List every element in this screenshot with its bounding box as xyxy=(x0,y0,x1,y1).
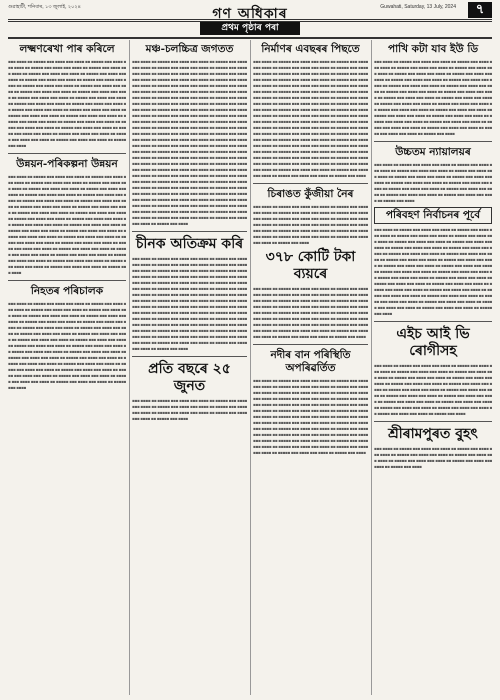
headline: উচ্চতম ন্যায়ালয়ৰ xyxy=(395,146,471,158)
article-body: ▪▪▪ ▪▪▪▪ ▪▪ ▪▪▪▪▪ ▪▪▪ ▪▪▪▪ ▪▪▪ ▪▪▪▪ ▪▪ ▪▪▪▪▪ ▪▪▪ ▪▪▪▪ ▪▪▪ ▪▪▪▪ ▪▪ ▪▪▪▪▪ ▪▪▪ ▪▪▪▪ ▪▪▪ ▪▪▪▪ ▪▪ ▪▪▪▪▪ ▪▪▪ ▪▪▪▪ ▪▪▪ ▪▪▪▪ ▪▪ ▪▪▪▪▪ ▪▪▪ ▪▪▪▪ ▪▪▪ ▪▪▪▪ ▪▪ ▪▪▪▪▪ ▪▪▪ ▪▪▪▪ ▪▪▪ ▪▪▪▪ ▪▪ ▪▪▪▪▪ ▪▪▪ ▪▪▪▪ ▪▪▪ ▪▪▪▪ ▪▪ ▪▪▪▪▪ ▪▪▪ ▪▪▪▪ ▪▪▪ ▪▪▪▪ ▪▪ ▪▪▪▪▪ ▪▪▪ ▪▪▪▪ ▪▪▪ ▪▪▪▪ ▪▪ ▪▪▪▪▪ ▪▪▪ ▪▪▪▪ ▪▪▪ ▪▪▪▪ ▪▪ ▪▪▪▪▪ ▪▪▪ ▪▪▪▪ ▪▪▪ ▪▪▪▪ ▪▪ ▪▪▪▪▪ ▪▪▪ ▪▪▪▪ ▪▪▪ ▪▪▪▪ ▪▪ ▪▪▪▪▪ ▪▪▪ ▪▪▪▪ ▪▪▪ ▪▪▪▪ ▪▪ ▪▪▪▪▪ ▪▪▪ ▪▪▪▪ ▪▪▪ ▪▪▪▪ ▪▪ ▪▪▪▪▪ ▪▪▪ ▪▪▪▪ ▪▪▪ ▪▪▪▪ ▪▪ ▪▪▪▪▪ ▪▪▪ ▪▪▪▪ ▪▪▪ ▪▪▪▪ ▪▪ ▪▪▪▪▪ ▪▪▪ ▪▪▪▪ ▪▪▪ ▪▪▪▪ ▪▪ ▪▪▪▪▪ ▪▪▪ ▪▪▪▪ ▪▪▪ ▪▪▪▪ ▪▪ ▪▪▪▪▪ ▪▪▪ ▪▪▪▪ ▪▪▪ ▪▪▪▪ ▪▪ ▪▪▪▪▪ ▪▪▪ ▪▪▪▪ ▪▪▪ ▪▪▪▪ ▪▪ ▪▪▪▪▪ ▪▪▪ ▪▪▪▪ ▪▪▪ ▪▪▪▪ ▪▪ ▪▪▪▪▪ ▪▪▪ ▪▪▪▪ ▪▪▪ ▪▪▪▪ ▪▪ ▪▪▪▪▪ ▪▪▪ ▪▪▪▪ ▪▪▪ ▪▪▪▪ ▪▪ ▪▪▪▪▪ ▪▪▪ ▪▪▪▪ ▪▪▪ ▪▪▪▪ ▪▪ ▪▪▪▪▪ ▪▪▪ ▪▪▪▪ ▪▪▪ ▪▪▪▪ ▪▪ ▪▪▪▪▪ ▪▪▪ ▪▪▪▪ ▪▪▪ ▪▪▪▪ ▪▪ ▪▪▪▪▪ ▪▪▪ ▪▪▪▪ ▪▪▪ ▪▪▪▪ ▪▪ ▪▪▪▪▪ ▪▪▪ ▪▪▪▪ ▪▪▪ ▪▪▪▪ ▪▪ ▪▪▪▪▪ ▪▪▪ ▪▪▪▪ ▪▪▪ ▪▪▪▪ ▪▪ ▪▪▪▪▪ ▪▪▪ ▪▪▪▪ ▪▪▪ ▪▪▪▪ ▪▪ ▪▪▪▪▪ ▪▪▪ ▪▪▪▪ ▪▪▪ ▪▪▪▪ ▪▪ ▪▪▪▪▪ ▪▪▪ ▪▪▪▪ ▪▪▪ ▪▪▪▪ ▪▪ ▪▪▪▪▪ ▪▪▪ ▪▪▪▪ ▪▪▪ ▪▪▪▪ ▪▪ ▪▪▪▪▪ ▪▪▪ ▪▪▪▪ ▪▪▪ ▪▪▪▪ ▪▪ ▪▪▪▪▪ ▪▪▪ ▪▪▪▪ ▪▪▪ ▪▪▪▪ ▪▪ ▪▪▪▪▪ ▪▪▪ ▪▪▪▪ ▪▪▪ ▪▪▪▪ ▪▪ ▪▪▪▪▪ ▪▪▪ ▪▪▪▪ ▪▪▪ ▪▪▪▪ ▪▪ ▪▪▪▪▪ ▪▪▪ ▪▪▪▪ ▪▪▪ ▪▪▪▪ ▪▪ ▪▪▪▪▪ ▪▪▪ ▪▪▪▪ ▪▪▪ ▪▪▪▪ ▪▪ ▪▪▪▪▪ ▪▪▪ ▪▪▪▪ ▪▪▪ ▪▪▪▪ ▪▪ ▪▪▪▪▪ ▪▪▪ ▪▪▪▪ ▪▪▪ ▪▪▪▪ ▪▪ ▪▪▪▪▪ ▪▪▪ ▪▪▪▪ ▪▪▪ ▪▪▪▪ ▪▪ ▪▪▪▪▪ ▪▪▪ ▪▪▪▪ ▪▪▪ ▪▪▪▪ ▪▪ ▪▪▪▪▪ ▪▪▪ ▪▪▪▪ ▪▪▪ ▪▪▪▪ ▪▪ ▪▪▪▪▪ ▪▪▪ ▪▪▪▪ ▪▪▪ ▪▪▪▪ ▪▪ ▪▪▪▪▪ ▪▪▪ ▪▪▪▪ ▪▪▪ ▪▪▪▪ ▪▪ ▪▪▪▪▪ ▪▪▪ ▪▪▪▪ ▪▪▪ ▪▪▪▪ ▪▪ ▪▪▪▪▪ ▪▪▪ ▪▪▪▪ ▪▪▪ ▪▪▪▪ ▪▪ ▪▪▪▪▪ ▪▪▪ ▪▪▪▪ ▪▪▪ ▪▪▪▪ ▪▪ ▪▪▪▪▪ ▪▪▪ ▪▪▪▪ ▪▪▪ ▪▪▪▪ ▪▪ ▪▪▪▪▪ ▪▪▪ ▪▪▪▪ ▪▪▪ ▪▪▪▪ ▪▪ ▪▪▪▪▪ ▪▪▪ ▪▪▪▪ ▪▪▪ ▪▪▪▪ ▪▪ ▪▪▪▪▪ ▪▪▪ ▪▪▪▪ ▪▪▪ ▪▪▪▪ ▪▪ ▪▪▪▪▪ ▪▪▪ ▪▪▪▪ ▪▪▪ ▪▪▪▪ ▪▪ ▪▪▪▪▪ ▪▪▪ ▪▪▪▪ xyxy=(132,59,247,226)
headline: শ্ৰীৰামপুৰত বুহৎ xyxy=(388,426,478,442)
article-body: ▪▪▪ ▪▪▪▪ ▪▪ ▪▪▪▪▪ ▪▪▪ ▪▪▪▪ ▪▪▪ ▪▪▪▪ ▪▪ ▪▪▪▪▪ ▪▪▪ ▪▪▪▪ ▪▪▪ ▪▪▪▪ ▪▪ ▪▪▪▪▪ ▪▪▪ ▪▪▪▪ ▪▪▪ ▪▪▪▪ ▪▪ ▪▪▪▪▪ ▪▪▪ ▪▪▪▪ ▪▪▪ ▪▪▪▪ ▪▪ ▪▪▪▪▪ ▪▪▪ ▪▪▪▪ ▪▪▪ ▪▪▪▪ ▪▪ ▪▪▪▪▪ ▪▪▪ ▪▪▪▪ ▪▪▪ ▪▪▪▪ ▪▪ ▪▪▪▪▪ ▪▪▪ ▪▪▪▪ ▪▪▪ ▪▪▪▪ ▪▪ ▪▪▪▪▪ ▪▪▪ ▪▪▪▪ ▪▪▪ ▪▪▪▪ ▪▪ ▪▪▪▪▪ ▪▪▪ ▪▪▪▪ ▪▪▪ ▪▪▪▪ ▪▪ ▪▪▪▪▪ ▪▪▪ ▪▪▪▪ ▪▪▪ ▪▪▪▪ ▪▪ ▪▪▪▪▪ ▪▪▪ ▪▪▪▪ ▪▪▪ ▪▪▪▪ ▪▪ ▪▪▪▪▪ ▪▪▪ ▪▪▪▪ ▪▪▪ ▪▪▪▪ ▪▪ ▪▪▪▪▪ ▪▪▪ ▪▪▪▪ xyxy=(253,204,368,245)
article-body: ▪▪▪ ▪▪▪▪ ▪▪ ▪▪▪▪▪ ▪▪▪ ▪▪▪▪ ▪▪▪ ▪▪▪▪ ▪▪ ▪▪▪▪▪ ▪▪▪ ▪▪▪▪ ▪▪▪ ▪▪▪▪ ▪▪ ▪▪▪▪▪ ▪▪▪ ▪▪▪▪ ▪▪▪ ▪▪▪▪ ▪▪ ▪▪▪▪▪ ▪▪▪ ▪▪▪▪ ▪▪▪ ▪▪▪▪ ▪▪ ▪▪▪▪▪ ▪▪▪ ▪▪▪▪ ▪▪▪ ▪▪▪▪ ▪▪ ▪▪▪▪▪ ▪▪▪ ▪▪▪▪ ▪▪▪ ▪▪▪▪ ▪▪ ▪▪▪▪▪ ▪▪▪ ▪▪▪▪ ▪▪▪ ▪▪▪▪ ▪▪ ▪▪▪▪▪ ▪▪▪ ▪▪▪▪ ▪▪▪ ▪▪▪▪ ▪▪ ▪▪▪▪▪ ▪▪▪ ▪▪▪▪ ▪▪▪ ▪▪▪▪ ▪▪ ▪▪▪▪▪ ▪▪▪ ▪▪▪▪ ▪▪▪ ▪▪▪▪ ▪▪ ▪▪▪▪▪ ▪▪▪ ▪▪▪▪ ▪▪▪ ▪▪▪▪ ▪▪ ▪▪▪▪▪ ▪▪▪ ▪▪▪▪ ▪▪▪ ▪▪▪▪ ▪▪ ▪▪▪▪▪ ▪▪▪ ▪▪▪▪ xyxy=(374,162,492,203)
article-body: ▪▪▪ ▪▪▪▪ ▪▪ ▪▪▪▪▪ ▪▪▪ ▪▪▪▪ ▪▪▪ ▪▪▪▪ ▪▪ ▪▪▪▪▪ ▪▪▪ ▪▪▪▪ ▪▪▪ ▪▪▪▪ ▪▪ ▪▪▪▪▪ ▪▪▪ ▪▪▪▪ ▪▪▪ ▪▪▪▪ ▪▪ ▪▪▪▪▪ ▪▪▪ ▪▪▪▪ ▪▪▪ ▪▪▪▪ ▪▪ ▪▪▪▪▪ ▪▪▪ ▪▪▪▪ ▪▪▪ ▪▪▪▪ ▪▪ ▪▪▪▪▪ ▪▪▪ ▪▪▪▪ ▪▪▪ ▪▪▪▪ ▪▪ ▪▪▪▪▪ ▪▪▪ ▪▪▪▪ xyxy=(132,398,247,421)
headline: ৩৭৮ কোটি টকা ব্যয়ৰে xyxy=(265,249,356,282)
masthead-date-english: Guwahati, Saturday, 13 July, 2024 xyxy=(380,4,456,10)
headline: পৰিবহণ নিৰ্বাচনৰ পূৰ্বে xyxy=(374,207,492,224)
article-body: ▪▪▪ ▪▪▪▪ ▪▪ ▪▪▪▪▪ ▪▪▪ ▪▪▪▪ ▪▪▪ ▪▪▪▪ ▪▪ ▪▪▪▪▪ ▪▪▪ ▪▪▪▪ ▪▪▪ ▪▪▪▪ ▪▪ ▪▪▪▪▪ ▪▪▪ ▪▪▪▪ ▪▪▪ ▪▪▪▪ ▪▪ ▪▪▪▪▪ ▪▪▪ ▪▪▪▪ ▪▪▪ ▪▪▪▪ ▪▪ ▪▪▪▪▪ ▪▪▪ ▪▪▪▪ ▪▪▪ ▪▪▪▪ ▪▪ ▪▪▪▪▪ ▪▪▪ ▪▪▪▪ ▪▪▪ ▪▪▪▪ ▪▪ ▪▪▪▪▪ ▪▪▪ ▪▪▪▪ ▪▪▪ ▪▪▪▪ ▪▪ ▪▪▪▪▪ ▪▪▪ ▪▪▪▪ ▪▪▪ ▪▪▪▪ ▪▪ ▪▪▪▪▪ ▪▪▪ ▪▪▪▪ ▪▪▪ ▪▪▪▪ ▪▪ ▪▪▪▪▪ ▪▪▪ ▪▪▪▪ ▪▪▪ ▪▪▪▪ ▪▪ ▪▪▪▪▪ ▪▪▪ ▪▪▪▪ ▪▪▪ ▪▪▪▪ ▪▪ ▪▪▪▪▪ ▪▪▪ ▪▪▪▪ ▪▪▪ ▪▪▪▪ ▪▪ ▪▪▪▪▪ ▪▪▪ ▪▪▪▪ ▪▪▪ ▪▪▪▪ ▪▪ ▪▪▪▪▪ ▪▪▪ ▪▪▪▪ ▪▪▪ ▪▪▪▪ ▪▪ ▪▪▪▪▪ ▪▪▪ ▪▪▪▪ ▪▪▪ ▪▪▪▪ ▪▪ ▪▪▪▪▪ ▪▪▪ ▪▪▪▪ ▪▪▪ ▪▪▪▪ ▪▪ ▪▪▪▪▪ ▪▪▪ ▪▪▪▪ ▪▪▪ ▪▪▪▪ ▪▪ ▪▪▪▪▪ ▪▪▪ ▪▪▪▪ ▪▪▪ ▪▪▪▪ ▪▪ ▪▪▪▪▪ ▪▪▪ ▪▪▪▪ ▪▪▪ ▪▪▪▪ ▪▪ ▪▪▪▪▪ ▪▪▪ ▪▪▪▪ ▪▪▪ ▪▪▪▪ ▪▪ ▪▪▪▪▪ ▪▪▪ ▪▪▪▪ ▪▪▪ ▪▪▪▪ ▪▪ ▪▪▪▪▪ ▪▪▪ ▪▪▪▪ ▪▪▪ ▪▪▪▪ ▪▪ ▪▪▪▪▪ ▪▪▪ ▪▪▪▪ ▪▪▪ ▪▪▪▪ ▪▪ ▪▪▪▪▪ ▪▪▪ ▪▪▪▪ ▪▪▪ ▪▪▪▪ ▪▪ ▪▪▪▪▪ ▪▪▪ ▪▪▪▪ ▪▪▪ ▪▪▪▪ ▪▪ ▪▪▪▪▪ ▪▪▪ ▪▪▪▪ xyxy=(374,59,492,136)
headline: মঞ্চ-চলচ্চিত্ৰ জগতত xyxy=(145,43,234,55)
column-3 xyxy=(253,40,368,695)
headline: চিৰাঙত কুঁজীয়া নৈৰ xyxy=(267,188,354,200)
masthead-date-local: গুৱাহাটী, শনিবাৰ, ১৩ জুলাই, ২০২৪ xyxy=(8,4,81,10)
article-body: ▪▪▪ ▪▪▪▪ ▪▪ ▪▪▪▪▪ ▪▪▪ ▪▪▪▪ ▪▪▪ ▪▪▪▪ ▪▪ ▪▪▪▪▪ ▪▪▪ ▪▪▪▪ ▪▪▪ ▪▪▪▪ ▪▪ ▪▪▪▪▪ ▪▪▪ ▪▪▪▪ ▪▪▪ ▪▪▪▪ ▪▪ ▪▪▪▪▪ ▪▪▪ ▪▪▪▪ ▪▪▪ ▪▪▪▪ ▪▪ ▪▪▪▪▪ ▪▪▪ ▪▪▪▪ ▪▪▪ ▪▪▪▪ ▪▪ ▪▪▪▪▪ ▪▪▪ ▪▪▪▪ ▪▪▪ ▪▪▪▪ ▪▪ ▪▪▪▪▪ ▪▪▪ ▪▪▪▪ ▪▪▪ ▪▪▪▪ ▪▪ ▪▪▪▪▪ ▪▪▪ ▪▪▪▪ ▪▪▪ ▪▪▪▪ ▪▪ ▪▪▪▪▪ ▪▪▪ ▪▪▪▪ ▪▪▪ ▪▪▪▪ ▪▪ ▪▪▪▪▪ ▪▪▪ ▪▪▪▪ ▪▪▪ ▪▪▪▪ ▪▪ ▪▪▪▪▪ ▪▪▪ ▪▪▪▪ ▪▪▪ ▪▪▪▪ ▪▪ ▪▪▪▪▪ ▪▪▪ ▪▪▪▪ ▪▪▪ ▪▪▪▪ ▪▪ ▪▪▪▪▪ ▪▪▪ ▪▪▪▪ ▪▪▪ ▪▪▪▪ ▪▪ ▪▪▪▪▪ ▪▪▪ ▪▪▪▪ ▪▪▪ ▪▪▪▪ ▪▪ ▪▪▪▪▪ ▪▪▪ ▪▪▪▪ ▪▪▪ ▪▪▪▪ ▪▪ ▪▪▪▪▪ ▪▪▪ ▪▪▪▪ ▪▪▪ ▪▪▪▪ ▪▪ ▪▪▪▪▪ ▪▪▪ ▪▪▪▪ ▪▪▪ ▪▪▪▪ ▪▪ ▪▪▪▪▪ ▪▪▪ ▪▪▪▪ ▪▪▪ ▪▪▪▪ ▪▪ ▪▪▪▪▪ ▪▪▪ ▪▪▪▪ ▪▪▪ ▪▪▪▪ ▪▪ ▪▪▪▪▪ ▪▪▪ ▪▪▪▪ ▪▪▪ ▪▪▪▪ ▪▪ ▪▪▪▪▪ ▪▪▪ ▪▪▪▪ ▪▪▪ ▪▪▪▪ ▪▪ ▪▪▪▪▪ ▪▪▪ ▪▪▪▪ ▪▪▪ ▪▪▪▪ ▪▪ ▪▪▪▪▪ ▪▪▪ ▪▪▪▪ ▪▪▪ ▪▪▪▪ ▪▪ ▪▪▪▪▪ ▪▪▪ ▪▪▪▪ ▪▪▪ ▪▪▪▪ ▪▪ ▪▪▪▪▪ ▪▪▪ ▪▪▪▪ ▪▪▪ ▪▪▪▪ ▪▪ ▪▪▪▪▪ ▪▪▪ ▪▪▪▪ ▪▪▪ ▪▪▪▪ ▪▪ ▪▪▪▪▪ ▪▪▪ ▪▪▪▪ ▪▪▪ ▪▪▪▪ ▪▪ ▪▪▪▪▪ ▪▪▪ ▪▪▪▪ ▪▪▪ ▪▪▪▪ ▪▪ ▪▪▪▪▪ ▪▪▪ ▪▪▪▪ xyxy=(374,227,492,316)
masthead-divider xyxy=(8,19,492,20)
column-4 xyxy=(374,40,492,695)
headline: নদীৰ বান পৰিস্থিতি অপৰিৱৰ্তিত xyxy=(270,349,351,374)
article-body: ▪▪▪ ▪▪▪▪ ▪▪ ▪▪▪▪▪ ▪▪▪ ▪▪▪▪ ▪▪▪ ▪▪▪▪ ▪▪ ▪▪▪▪▪ ▪▪▪ ▪▪▪▪ ▪▪▪ ▪▪▪▪ ▪▪ ▪▪▪▪▪ ▪▪▪ ▪▪▪▪ ▪▪▪ ▪▪▪▪ ▪▪ ▪▪▪▪▪ ▪▪▪ ▪▪▪▪ ▪▪▪ ▪▪▪▪ ▪▪ ▪▪▪▪▪ ▪▪▪ ▪▪▪▪ ▪▪▪ ▪▪▪▪ ▪▪ ▪▪▪▪▪ ▪▪▪ ▪▪▪▪ ▪▪▪ ▪▪▪▪ ▪▪ ▪▪▪▪▪ ▪▪▪ ▪▪▪▪ ▪▪▪ ▪▪▪▪ ▪▪ ▪▪▪▪▪ ▪▪▪ ▪▪▪▪ ▪▪▪ ▪▪▪▪ ▪▪ ▪▪▪▪▪ ▪▪▪ ▪▪▪▪ ▪▪▪ ▪▪▪▪ ▪▪ ▪▪▪▪▪ ▪▪▪ ▪▪▪▪ ▪▪▪ ▪▪▪▪ ▪▪ ▪▪▪▪▪ ▪▪▪ ▪▪▪▪ ▪▪▪ ▪▪▪▪ ▪▪ ▪▪▪▪▪ ▪▪▪ ▪▪▪▪ ▪▪▪ ▪▪▪▪ ▪▪ ▪▪▪▪▪ ▪▪▪ ▪▪▪▪ ▪▪▪ ▪▪▪▪ ▪▪ ▪▪▪▪▪ ▪▪▪ ▪▪▪▪ ▪▪▪ ▪▪▪▪ ▪▪ ▪▪▪▪▪ ▪▪▪ ▪▪▪▪ ▪▪▪ ▪▪▪▪ ▪▪ ▪▪▪▪▪ ▪▪▪ ▪▪▪▪ ▪▪▪ ▪▪▪▪ ▪▪ ▪▪▪▪▪ ▪▪▪ ▪▪▪▪ ▪▪▪ ▪▪▪▪ ▪▪ ▪▪▪▪▪ ▪▪▪ ▪▪▪▪ xyxy=(374,363,492,416)
headline: উন্নয়ন-পৰিকল্পনা উন্নয়ন xyxy=(16,158,118,170)
headline: নিৰ্মাণৰ এবছৰৰ পিছতে xyxy=(261,43,360,55)
article-body: ▪▪▪ ▪▪▪▪ ▪▪ ▪▪▪▪▪ ▪▪▪ ▪▪▪▪ ▪▪▪ ▪▪▪▪ ▪▪ ▪▪▪▪▪ ▪▪▪ ▪▪▪▪ ▪▪▪ ▪▪▪▪ ▪▪ ▪▪▪▪▪ ▪▪▪ ▪▪▪▪ ▪▪▪ ▪▪▪▪ ▪▪ ▪▪▪▪▪ ▪▪▪ ▪▪▪▪ ▪▪▪ ▪▪▪▪ ▪▪ ▪▪▪▪▪ ▪▪▪ ▪▪▪▪ ▪▪▪ ▪▪▪▪ ▪▪ ▪▪▪▪▪ ▪▪▪ ▪▪▪▪ ▪▪▪ ▪▪▪▪ ▪▪ ▪▪▪▪▪ ▪▪▪ ▪▪▪▪ ▪▪▪ ▪▪▪▪ ▪▪ ▪▪▪▪▪ ▪▪▪ ▪▪▪▪ ▪▪▪ ▪▪▪▪ ▪▪ ▪▪▪▪▪ ▪▪▪ ▪▪▪▪ ▪▪▪ ▪▪▪▪ ▪▪ ▪▪▪▪▪ ▪▪▪ ▪▪▪▪ ▪▪▪ ▪▪▪▪ ▪▪ ▪▪▪▪▪ ▪▪▪ ▪▪▪▪ ▪▪▪ ▪▪▪▪ ▪▪ ▪▪▪▪▪ ▪▪▪ ▪▪▪▪ ▪▪▪ ▪▪▪▪ ▪▪ ▪▪▪▪▪ ▪▪▪ ▪▪▪▪ ▪▪▪ ▪▪▪▪ ▪▪ ▪▪▪▪▪ ▪▪▪ ▪▪▪▪ ▪▪▪ ▪▪▪▪ ▪▪ ▪▪▪▪▪ ▪▪▪ ▪▪▪▪ ▪▪▪ ▪▪▪▪ ▪▪ ▪▪▪▪▪ ▪▪▪ ▪▪▪▪ ▪▪▪ ▪▪▪▪ ▪▪ ▪▪▪▪▪ ▪▪▪ ▪▪▪▪ ▪▪▪ ▪▪▪▪ ▪▪ ▪▪▪▪▪ ▪▪▪ ▪▪▪▪ ▪▪▪ ▪▪▪▪ ▪▪ ▪▪▪▪▪ ▪▪▪ ▪▪▪▪ ▪▪▪ ▪▪▪▪ ▪▪ ▪▪▪▪▪ ▪▪▪ ▪▪▪▪ ▪▪▪ ▪▪▪▪ ▪▪ ▪▪▪▪▪ ▪▪▪ ▪▪▪▪ ▪▪▪ ▪▪▪▪ ▪▪ ▪▪▪▪▪ ▪▪▪ ▪▪▪▪ ▪▪▪ ▪▪▪▪ ▪▪ ▪▪▪▪▪ ▪▪▪ ▪▪▪▪ ▪▪▪ ▪▪▪▪ ▪▪ ▪▪▪▪▪ ▪▪▪ ▪▪▪▪ ▪▪▪ ▪▪▪▪ ▪▪ ▪▪▪▪▪ ▪▪▪ ▪▪▪▪ ▪▪▪ ▪▪▪▪ ▪▪ ▪▪▪▪▪ ▪▪▪ ▪▪▪▪ ▪▪▪ ▪▪▪▪ ▪▪ ▪▪▪▪▪ ▪▪▪ ▪▪▪▪ ▪▪▪ ▪▪▪▪ ▪▪ ▪▪▪▪▪ ▪▪▪ ▪▪▪▪ ▪▪▪ ▪▪▪▪ ▪▪ ▪▪▪▪▪ ▪▪▪ ▪▪▪▪ ▪▪▪ ▪▪▪▪ ▪▪ ▪▪▪▪▪ ▪▪▪ ▪▪▪▪ ▪▪▪ ▪▪▪▪ ▪▪ ▪▪▪▪▪ ▪▪▪ ▪▪▪▪ xyxy=(132,256,247,351)
page-number: ৭ xyxy=(468,2,492,18)
article-body: ▪▪▪ ▪▪▪▪ ▪▪ ▪▪▪▪▪ ▪▪▪ ▪▪▪▪ ▪▪▪ ▪▪▪▪ ▪▪ ▪▪▪▪▪ ▪▪▪ ▪▪▪▪ ▪▪▪ ▪▪▪▪ ▪▪ ▪▪▪▪▪ ▪▪▪ ▪▪▪▪ ▪▪▪ ▪▪▪▪ ▪▪ ▪▪▪▪▪ ▪▪▪ ▪▪▪▪ ▪▪▪ ▪▪▪▪ ▪▪ ▪▪▪▪▪ ▪▪▪ ▪▪▪▪ ▪▪▪ ▪▪▪▪ ▪▪ ▪▪▪▪▪ ▪▪▪ ▪▪▪▪ ▪▪▪ ▪▪▪▪ ▪▪ ▪▪▪▪▪ ▪▪▪ ▪▪▪▪ ▪▪▪ ▪▪▪▪ ▪▪ ▪▪▪▪▪ ▪▪▪ ▪▪▪▪ ▪▪▪ ▪▪▪▪ ▪▪ ▪▪▪▪▪ ▪▪▪ ▪▪▪▪ ▪▪▪ ▪▪▪▪ ▪▪ ▪▪▪▪▪ ▪▪▪ ▪▪▪▪ ▪▪▪ ▪▪▪▪ ▪▪ ▪▪▪▪▪ ▪▪▪ ▪▪▪▪ ▪▪▪ ▪▪▪▪ ▪▪ ▪▪▪▪▪ ▪▪▪ ▪▪▪▪ ▪▪▪ ▪▪▪▪ ▪▪ ▪▪▪▪▪ ▪▪▪ ▪▪▪▪ ▪▪▪ ▪▪▪▪ ▪▪ ▪▪▪▪▪ ▪▪▪ ▪▪▪▪ ▪▪▪ ▪▪▪▪ ▪▪ ▪▪▪▪▪ ▪▪▪ ▪▪▪▪ ▪▪▪ ▪▪▪▪ ▪▪ ▪▪▪▪▪ ▪▪▪ ▪▪▪▪ ▪▪▪ ▪▪▪▪ ▪▪ ▪▪▪▪▪ ▪▪▪ ▪▪▪▪ ▪▪▪ ▪▪▪▪ ▪▪ ▪▪▪▪▪ ▪▪▪ ▪▪▪▪ ▪▪▪ ▪▪▪▪ ▪▪ ▪▪▪▪▪ ▪▪▪ ▪▪▪▪ ▪▪▪ ▪▪▪▪ ▪▪ ▪▪▪▪▪ ▪▪▪ ▪▪▪▪ ▪▪▪ ▪▪▪▪ ▪▪ ▪▪▪▪▪ ▪▪▪ ▪▪▪▪ ▪▪▪ ▪▪▪▪ ▪▪ ▪▪▪▪▪ ▪▪▪ ▪▪▪▪ ▪▪▪ ▪▪▪▪ ▪▪ ▪▪▪▪▪ ▪▪▪ ▪▪▪▪ ▪▪▪ ▪▪▪▪ ▪▪ ▪▪▪▪▪ ▪▪▪ ▪▪▪▪ ▪▪▪ ▪▪▪▪ ▪▪ ▪▪▪▪▪ ▪▪▪ ▪▪▪▪ ▪▪▪ ▪▪▪▪ ▪▪ ▪▪▪▪▪ ▪▪▪ ▪▪▪▪ xyxy=(253,378,368,455)
article-body: ▪▪▪ ▪▪▪▪ ▪▪ ▪▪▪▪▪ ▪▪▪ ▪▪▪▪ ▪▪▪ ▪▪▪▪ ▪▪ ▪▪▪▪▪ ▪▪▪ ▪▪▪▪ ▪▪▪ ▪▪▪▪ ▪▪ ▪▪▪▪▪ ▪▪▪ ▪▪▪▪ ▪▪▪ ▪▪▪▪ ▪▪ ▪▪▪▪▪ ▪▪▪ ▪▪▪▪ ▪▪▪ ▪▪▪▪ ▪▪ ▪▪▪▪▪ ▪▪▪ ▪▪▪▪ ▪▪▪ ▪▪▪▪ ▪▪ ▪▪▪▪▪ ▪▪▪ ▪▪▪▪ ▪▪▪ ▪▪▪▪ ▪▪ ▪▪▪▪▪ ▪▪▪ ▪▪▪▪ ▪▪▪ ▪▪▪▪ ▪▪ ▪▪▪▪▪ ▪▪▪ ▪▪▪▪ ▪▪▪ ▪▪▪▪ ▪▪ ▪▪▪▪▪ ▪▪▪ ▪▪▪▪ ▪▪▪ ▪▪▪▪ ▪▪ ▪▪▪▪▪ ▪▪▪ ▪▪▪▪ ▪▪▪ ▪▪▪▪ ▪▪ ▪▪▪▪▪ ▪▪▪ ▪▪▪▪ ▪▪▪ ▪▪▪▪ ▪▪ ▪▪▪▪▪ ▪▪▪ ▪▪▪▪ ▪▪▪ ▪▪▪▪ ▪▪ ▪▪▪▪▪ ▪▪▪ ▪▪▪▪ ▪▪▪ ▪▪▪▪ ▪▪ ▪▪▪▪▪ ▪▪▪ ▪▪▪▪ ▪▪▪ ▪▪▪▪ ▪▪ ▪▪▪▪▪ ▪▪▪ ▪▪▪▪ ▪▪▪ ▪▪▪▪ ▪▪ ▪▪▪▪▪ ▪▪▪ ▪▪▪▪ ▪▪▪ ▪▪▪▪ ▪▪ ▪▪▪▪▪ ▪▪▪ ▪▪▪▪ ▪▪▪ ▪▪▪▪ ▪▪ ▪▪▪▪▪ ▪▪▪ ▪▪▪▪ ▪▪▪ ▪▪▪▪ ▪▪ ▪▪▪▪▪ ▪▪▪ ▪▪▪▪ ▪▪▪ ▪▪▪▪ ▪▪ ▪▪▪▪▪ ▪▪▪ ▪▪▪▪ ▪▪▪ ▪▪▪▪ ▪▪ ▪▪▪▪▪ ▪▪▪ ▪▪▪▪ ▪▪▪ ▪▪▪▪ ▪▪ ▪▪▪▪▪ ▪▪▪ ▪▪▪▪ ▪▪▪ ▪▪▪▪ ▪▪ ▪▪▪▪▪ ▪▪▪ ▪▪▪▪ ▪▪▪ ▪▪▪▪ ▪▪ ▪▪▪▪▪ ▪▪▪ ▪▪▪▪ ▪▪▪ ▪▪▪▪ ▪▪ ▪▪▪▪▪ ▪▪▪ ▪▪▪▪ ▪▪▪ ▪▪▪▪ ▪▪ ▪▪▪▪▪ ▪▪▪ ▪▪▪▪ ▪▪▪ ▪▪▪▪ ▪▪ ▪▪▪▪▪ ▪▪▪ ▪▪▪▪ ▪▪▪ ▪▪▪▪ ▪▪ ▪▪▪▪▪ ▪▪▪ ▪▪▪▪ ▪▪▪ ▪▪▪▪ ▪▪ ▪▪▪▪▪ ▪▪▪ ▪▪▪▪ ▪▪▪ ▪▪▪▪ ▪▪ ▪▪▪▪▪ ▪▪▪ ▪▪▪▪ ▪▪▪ ▪▪▪▪ ▪▪ ▪▪▪▪▪ ▪▪▪ ▪▪▪▪ ▪▪▪ ▪▪▪▪ ▪▪ ▪▪▪▪▪ ▪▪▪ ▪▪▪▪ ▪▪▪ ▪▪▪▪ ▪▪ ▪▪▪▪▪ ▪▪▪ ▪▪▪▪ ▪▪▪ ▪▪▪▪ ▪▪ ▪▪▪▪▪ ▪▪▪ ▪▪▪▪ ▪▪▪ ▪▪▪▪ ▪▪ ▪▪▪▪▪ ▪▪▪ ▪▪▪▪ ▪▪▪ ▪▪▪▪ ▪▪ ▪▪▪▪▪ ▪▪▪ ▪▪▪▪ ▪▪▪ ▪▪▪▪ ▪▪ ▪▪▪▪▪ ▪▪▪ ▪▪▪▪ ▪▪▪ ▪▪▪▪ ▪▪ ▪▪▪▪▪ ▪▪▪ ▪▪▪▪ ▪▪▪ ▪▪▪▪ ▪▪ ▪▪▪▪▪ ▪▪▪ ▪▪▪▪ ▪▪▪ ▪▪▪▪ ▪▪ ▪▪▪▪▪ ▪▪▪ ▪▪▪▪ xyxy=(253,59,368,178)
column-divider xyxy=(250,40,251,695)
headline: চীনক অতিক্ৰম কৰি xyxy=(135,236,244,252)
column-1 xyxy=(8,40,126,695)
article-body: ▪▪▪ ▪▪▪▪ ▪▪ ▪▪▪▪▪ ▪▪▪ ▪▪▪▪ ▪▪▪ ▪▪▪▪ ▪▪ ▪▪▪▪▪ ▪▪▪ ▪▪▪▪ ▪▪▪ ▪▪▪▪ ▪▪ ▪▪▪▪▪ ▪▪▪ ▪▪▪▪ ▪▪▪ ▪▪▪▪ ▪▪ ▪▪▪▪▪ ▪▪▪ ▪▪▪▪ ▪▪▪ ▪▪▪▪ ▪▪ ▪▪▪▪▪ ▪▪▪ ▪▪▪▪ ▪▪▪ ▪▪▪▪ ▪▪ ▪▪▪▪▪ ▪▪▪ ▪▪▪▪ ▪▪▪ ▪▪▪▪ ▪▪ ▪▪▪▪▪ ▪▪▪ ▪▪▪▪ ▪▪▪ ▪▪▪▪ ▪▪ ▪▪▪▪▪ ▪▪▪ ▪▪▪▪ ▪▪▪ ▪▪▪▪ ▪▪ ▪▪▪▪▪ ▪▪▪ ▪▪▪▪ ▪▪▪ ▪▪▪▪ ▪▪ ▪▪▪▪▪ ▪▪▪ ▪▪▪▪ ▪▪▪ ▪▪▪▪ ▪▪ ▪▪▪▪▪ ▪▪▪ ▪▪▪▪ ▪▪▪ ▪▪▪▪ ▪▪ ▪▪▪▪▪ ▪▪▪ ▪▪▪▪ ▪▪▪ ▪▪▪▪ ▪▪ ▪▪▪▪▪ ▪▪▪ ▪▪▪▪ ▪▪▪ ▪▪▪▪ ▪▪ ▪▪▪▪▪ ▪▪▪ ▪▪▪▪ ▪▪▪ ▪▪▪▪ ▪▪ ▪▪▪▪▪ ▪▪▪ ▪▪▪▪ ▪▪▪ ▪▪▪▪ ▪▪ ▪▪▪▪▪ ▪▪▪ ▪▪▪▪ ▪▪▪ ▪▪▪▪ ▪▪ ▪▪▪▪▪ ▪▪▪ ▪▪▪▪ ▪▪▪ ▪▪▪▪ ▪▪ ▪▪▪▪▪ ▪▪▪ ▪▪▪▪ xyxy=(253,286,368,339)
headline: পাখি কটা যাব ইউ ডি xyxy=(387,43,479,55)
article-body: ▪▪▪ ▪▪▪▪ ▪▪ ▪▪▪▪▪ ▪▪▪ ▪▪▪▪ ▪▪▪ ▪▪▪▪ ▪▪ ▪▪▪▪▪ ▪▪▪ ▪▪▪▪ ▪▪▪ ▪▪▪▪ ▪▪ ▪▪▪▪▪ ▪▪▪ ▪▪▪▪ ▪▪▪ ▪▪▪▪ ▪▪ ▪▪▪▪▪ ▪▪▪ ▪▪▪▪ ▪▪▪ ▪▪▪▪ ▪▪ ▪▪▪▪▪ ▪▪▪ ▪▪▪▪ ▪▪▪ ▪▪▪▪ ▪▪ ▪▪▪▪▪ ▪▪▪ ▪▪▪▪ ▪▪▪ ▪▪▪▪ ▪▪ ▪▪▪▪▪ ▪▪▪ ▪▪▪▪ ▪▪▪ ▪▪▪▪ ▪▪ ▪▪▪▪▪ ▪▪▪ ▪▪▪▪ ▪▪▪ ▪▪▪▪ ▪▪ ▪▪▪▪▪ ▪▪▪ ▪▪▪▪ ▪▪▪ ▪▪▪▪ ▪▪ ▪▪▪▪▪ ▪▪▪ ▪▪▪▪ ▪▪▪ ▪▪▪▪ ▪▪ ▪▪▪▪▪ ▪▪▪ ▪▪▪▪ ▪▪▪ ▪▪▪▪ ▪▪ ▪▪▪▪▪ ▪▪▪ ▪▪▪▪ ▪▪▪ ▪▪▪▪ ▪▪ ▪▪▪▪▪ ▪▪▪ ▪▪▪▪ ▪▪▪ ▪▪▪▪ ▪▪ ▪▪▪▪▪ ▪▪▪ ▪▪▪▪ ▪▪▪ ▪▪▪▪ ▪▪ ▪▪▪▪▪ ▪▪▪ ▪▪▪▪ ▪▪▪ ▪▪▪▪ ▪▪ ▪▪▪▪▪ ▪▪▪ ▪▪▪▪ ▪▪▪ ▪▪▪▪ ▪▪ ▪▪▪▪▪ ▪▪▪ ▪▪▪▪ ▪▪▪ ▪▪▪▪ ▪▪ ▪▪▪▪▪ ▪▪▪ ▪▪▪▪ ▪▪▪ ▪▪▪▪ ▪▪ ▪▪▪▪▪ ▪▪▪ ▪▪▪▪ ▪▪▪ ▪▪▪▪ ▪▪ ▪▪▪▪▪ ▪▪▪ ▪▪▪▪ ▪▪▪ ▪▪▪▪ ▪▪ ▪▪▪▪▪ ▪▪▪ ▪▪▪▪ ▪▪▪ ▪▪▪▪ ▪▪ ▪▪▪▪▪ ▪▪▪ ▪▪▪▪ ▪▪▪ ▪▪▪▪ ▪▪ ▪▪▪▪▪ ▪▪▪ ▪▪▪▪ ▪▪▪ ▪▪▪▪ ▪▪ ▪▪▪▪▪ ▪▪▪ ▪▪▪▪ ▪▪▪ ▪▪▪▪ ▪▪ ▪▪▪▪▪ ▪▪▪ ▪▪▪▪ ▪▪▪ ▪▪▪▪ ▪▪ ▪▪▪▪▪ ▪▪▪ ▪▪▪▪ ▪▪▪ ▪▪▪▪ ▪▪ ▪▪▪▪▪ ▪▪▪ ▪▪▪▪ ▪▪▪ ▪▪▪▪ ▪▪ ▪▪▪▪▪ ▪▪▪ ▪▪▪▪ ▪▪▪ ▪▪▪▪ ▪▪ ▪▪▪▪▪ ▪▪▪ ▪▪▪▪ ▪▪▪ ▪▪▪▪ ▪▪ ▪▪▪▪▪ ▪▪▪ ▪▪▪▪ ▪▪▪ ▪▪▪▪ ▪▪ ▪▪▪▪▪ ▪▪▪ ▪▪▪▪ ▪▪▪ ▪▪▪▪ ▪▪ ▪▪▪▪▪ ▪▪▪ ▪▪▪▪ ▪▪▪ ▪▪▪▪ ▪▪ ▪▪▪▪▪ ▪▪▪ ▪▪▪▪ xyxy=(8,174,126,275)
headline: এইচ আই ভি ৰোগীসহ xyxy=(396,326,470,359)
column-2 xyxy=(132,40,247,695)
column-divider xyxy=(129,40,130,695)
article-body: ▪▪▪ ▪▪▪▪ ▪▪ ▪▪▪▪▪ ▪▪▪ ▪▪▪▪ ▪▪▪ ▪▪▪▪ ▪▪ ▪▪▪▪▪ ▪▪▪ ▪▪▪▪ ▪▪▪ ▪▪▪▪ ▪▪ ▪▪▪▪▪ ▪▪▪ ▪▪▪▪ ▪▪▪ ▪▪▪▪ ▪▪ ▪▪▪▪▪ ▪▪▪ ▪▪▪▪ ▪▪▪ ▪▪▪▪ ▪▪ ▪▪▪▪▪ ▪▪▪ ▪▪▪▪ ▪▪▪ ▪▪▪▪ ▪▪ ▪▪▪▪▪ ▪▪▪ ▪▪▪▪ ▪▪▪ ▪▪▪▪ ▪▪ ▪▪▪▪▪ ▪▪▪ ▪▪▪▪ xyxy=(374,446,492,469)
article-body: ▪▪▪ ▪▪▪▪ ▪▪ ▪▪▪▪▪ ▪▪▪ ▪▪▪▪ ▪▪▪ ▪▪▪▪ ▪▪ ▪▪▪▪▪ ▪▪▪ ▪▪▪▪ ▪▪▪ ▪▪▪▪ ▪▪ ▪▪▪▪▪ ▪▪▪ ▪▪▪▪ ▪▪▪ ▪▪▪▪ ▪▪ ▪▪▪▪▪ ▪▪▪ ▪▪▪▪ ▪▪▪ ▪▪▪▪ ▪▪ ▪▪▪▪▪ ▪▪▪ ▪▪▪▪ ▪▪▪ ▪▪▪▪ ▪▪ ▪▪▪▪▪ ▪▪▪ ▪▪▪▪ ▪▪▪ ▪▪▪▪ ▪▪ ▪▪▪▪▪ ▪▪▪ ▪▪▪▪ ▪▪▪ ▪▪▪▪ ▪▪ ▪▪▪▪▪ ▪▪▪ ▪▪▪▪ ▪▪▪ ▪▪▪▪ ▪▪ ▪▪▪▪▪ ▪▪▪ ▪▪▪▪ ▪▪▪ ▪▪▪▪ ▪▪ ▪▪▪▪▪ ▪▪▪ ▪▪▪▪ ▪▪▪ ▪▪▪▪ ▪▪ ▪▪▪▪▪ ▪▪▪ ▪▪▪▪ ▪▪▪ ▪▪▪▪ ▪▪ ▪▪▪▪▪ ▪▪▪ ▪▪▪▪ ▪▪▪ ▪▪▪▪ ▪▪ ▪▪▪▪▪ ▪▪▪ ▪▪▪▪ ▪▪▪ ▪▪▪▪ ▪▪ ▪▪▪▪▪ ▪▪▪ ▪▪▪▪ ▪▪▪ ▪▪▪▪ ▪▪ ▪▪▪▪▪ ▪▪▪ ▪▪▪▪ ▪▪▪ ▪▪▪▪ ▪▪ ▪▪▪▪▪ ▪▪▪ ▪▪▪▪ ▪▪▪ ▪▪▪▪ ▪▪ ▪▪▪▪▪ ▪▪▪ ▪▪▪▪ ▪▪▪ ▪▪▪▪ ▪▪ ▪▪▪▪▪ ▪▪▪ ▪▪▪▪ ▪▪▪ ▪▪▪▪ ▪▪ ▪▪▪▪▪ ▪▪▪ ▪▪▪▪ ▪▪▪ ▪▪▪▪ ▪▪ ▪▪▪▪▪ ▪▪▪ ▪▪▪▪ ▪▪▪ ▪▪▪▪ ▪▪ ▪▪▪▪▪ ▪▪▪ ▪▪▪▪ ▪▪▪ ▪▪▪▪ ▪▪ ▪▪▪▪▪ ▪▪▪ ▪▪▪▪ ▪▪▪ ▪▪▪▪ ▪▪ ▪▪▪▪▪ ▪▪▪ ▪▪▪▪ ▪▪▪ ▪▪▪▪ ▪▪ ▪▪▪▪▪ ▪▪▪ ▪▪▪▪ ▪▪▪ ▪▪▪▪ ▪▪ ▪▪▪▪▪ ▪▪▪ ▪▪▪▪ ▪▪▪ ▪▪▪▪ ▪▪ ▪▪▪▪▪ ▪▪▪ ▪▪▪▪ ▪▪▪ ▪▪▪▪ ▪▪ ▪▪▪▪▪ ▪▪▪ ▪▪▪▪ ▪▪▪ ▪▪▪▪ ▪▪ ▪▪▪▪▪ ▪▪▪ ▪▪▪▪ ▪▪▪ ▪▪▪▪ ▪▪ ▪▪▪▪▪ ▪▪▪ ▪▪▪▪ xyxy=(8,59,126,148)
headline: লক্ষ্মণৰেখা পাৰ কৰিলে xyxy=(19,43,115,55)
section-banner: প্ৰথম পৃষ্ঠাৰ পৰা xyxy=(200,22,300,35)
article-body: ▪▪▪ ▪▪▪▪ ▪▪ ▪▪▪▪▪ ▪▪▪ ▪▪▪▪ ▪▪▪ ▪▪▪▪ ▪▪ ▪▪▪▪▪ ▪▪▪ ▪▪▪▪ ▪▪▪ ▪▪▪▪ ▪▪ ▪▪▪▪▪ ▪▪▪ ▪▪▪▪ ▪▪▪ ▪▪▪▪ ▪▪ ▪▪▪▪▪ ▪▪▪ ▪▪▪▪ ▪▪▪ ▪▪▪▪ ▪▪ ▪▪▪▪▪ ▪▪▪ ▪▪▪▪ ▪▪▪ ▪▪▪▪ ▪▪ ▪▪▪▪▪ ▪▪▪ ▪▪▪▪ ▪▪▪ ▪▪▪▪ ▪▪ ▪▪▪▪▪ ▪▪▪ ▪▪▪▪ ▪▪▪ ▪▪▪▪ ▪▪ ▪▪▪▪▪ ▪▪▪ ▪▪▪▪ ▪▪▪ ▪▪▪▪ ▪▪ ▪▪▪▪▪ ▪▪▪ ▪▪▪▪ ▪▪▪ ▪▪▪▪ ▪▪ ▪▪▪▪▪ ▪▪▪ ▪▪▪▪ ▪▪▪ ▪▪▪▪ ▪▪ ▪▪▪▪▪ ▪▪▪ ▪▪▪▪ ▪▪▪ ▪▪▪▪ ▪▪ ▪▪▪▪▪ ▪▪▪ ▪▪▪▪ ▪▪▪ ▪▪▪▪ ▪▪ ▪▪▪▪▪ ▪▪▪ ▪▪▪▪ ▪▪▪ ▪▪▪▪ ▪▪ ▪▪▪▪▪ ▪▪▪ ▪▪▪▪ ▪▪▪ ▪▪▪▪ ▪▪ ▪▪▪▪▪ ▪▪▪ ▪▪▪▪ ▪▪▪ ▪▪▪▪ ▪▪ ▪▪▪▪▪ ▪▪▪ ▪▪▪▪ ▪▪▪ ▪▪▪▪ ▪▪ ▪▪▪▪▪ ▪▪▪ ▪▪▪▪ ▪▪▪ ▪▪▪▪ ▪▪ ▪▪▪▪▪ ▪▪▪ ▪▪▪▪ ▪▪▪ ▪▪▪▪ ▪▪ ▪▪▪▪▪ ▪▪▪ ▪▪▪▪ ▪▪▪ ▪▪▪▪ ▪▪ ▪▪▪▪▪ ▪▪▪ ▪▪▪▪ ▪▪▪ ▪▪▪▪ ▪▪ ▪▪▪▪▪ ▪▪▪ ▪▪▪▪ ▪▪▪ ▪▪▪▪ ▪▪ ▪▪▪▪▪ ▪▪▪ ▪▪▪▪ ▪▪▪ ▪▪▪▪ ▪▪ ▪▪▪▪▪ ▪▪▪ ▪▪▪▪ ▪▪▪ ▪▪▪▪ ▪▪ ▪▪▪▪▪ ▪▪▪ ▪▪▪▪ ▪▪▪ ▪▪▪▪ ▪▪ ▪▪▪▪▪ ▪▪▪ ▪▪▪▪ ▪▪▪ ▪▪▪▪ ▪▪ ▪▪▪▪▪ ▪▪▪ ▪▪▪▪ ▪▪▪ ▪▪▪▪ ▪▪ ▪▪▪▪▪ ▪▪▪ ▪▪▪▪ ▪▪▪ ▪▪▪▪ ▪▪ ▪▪▪▪▪ ▪▪▪ ▪▪▪▪ ▪▪▪ ▪▪▪▪ ▪▪ ▪▪▪▪▪ ▪▪▪ ▪▪▪▪ xyxy=(8,301,126,390)
headline: প্ৰতি বছৰে ২৫ জুনত xyxy=(148,361,231,394)
newspaper-title: গণ অধিকাৰ xyxy=(212,6,288,22)
column-divider xyxy=(371,40,372,695)
headline: নিহতৰ পৰিচালক xyxy=(30,285,104,297)
